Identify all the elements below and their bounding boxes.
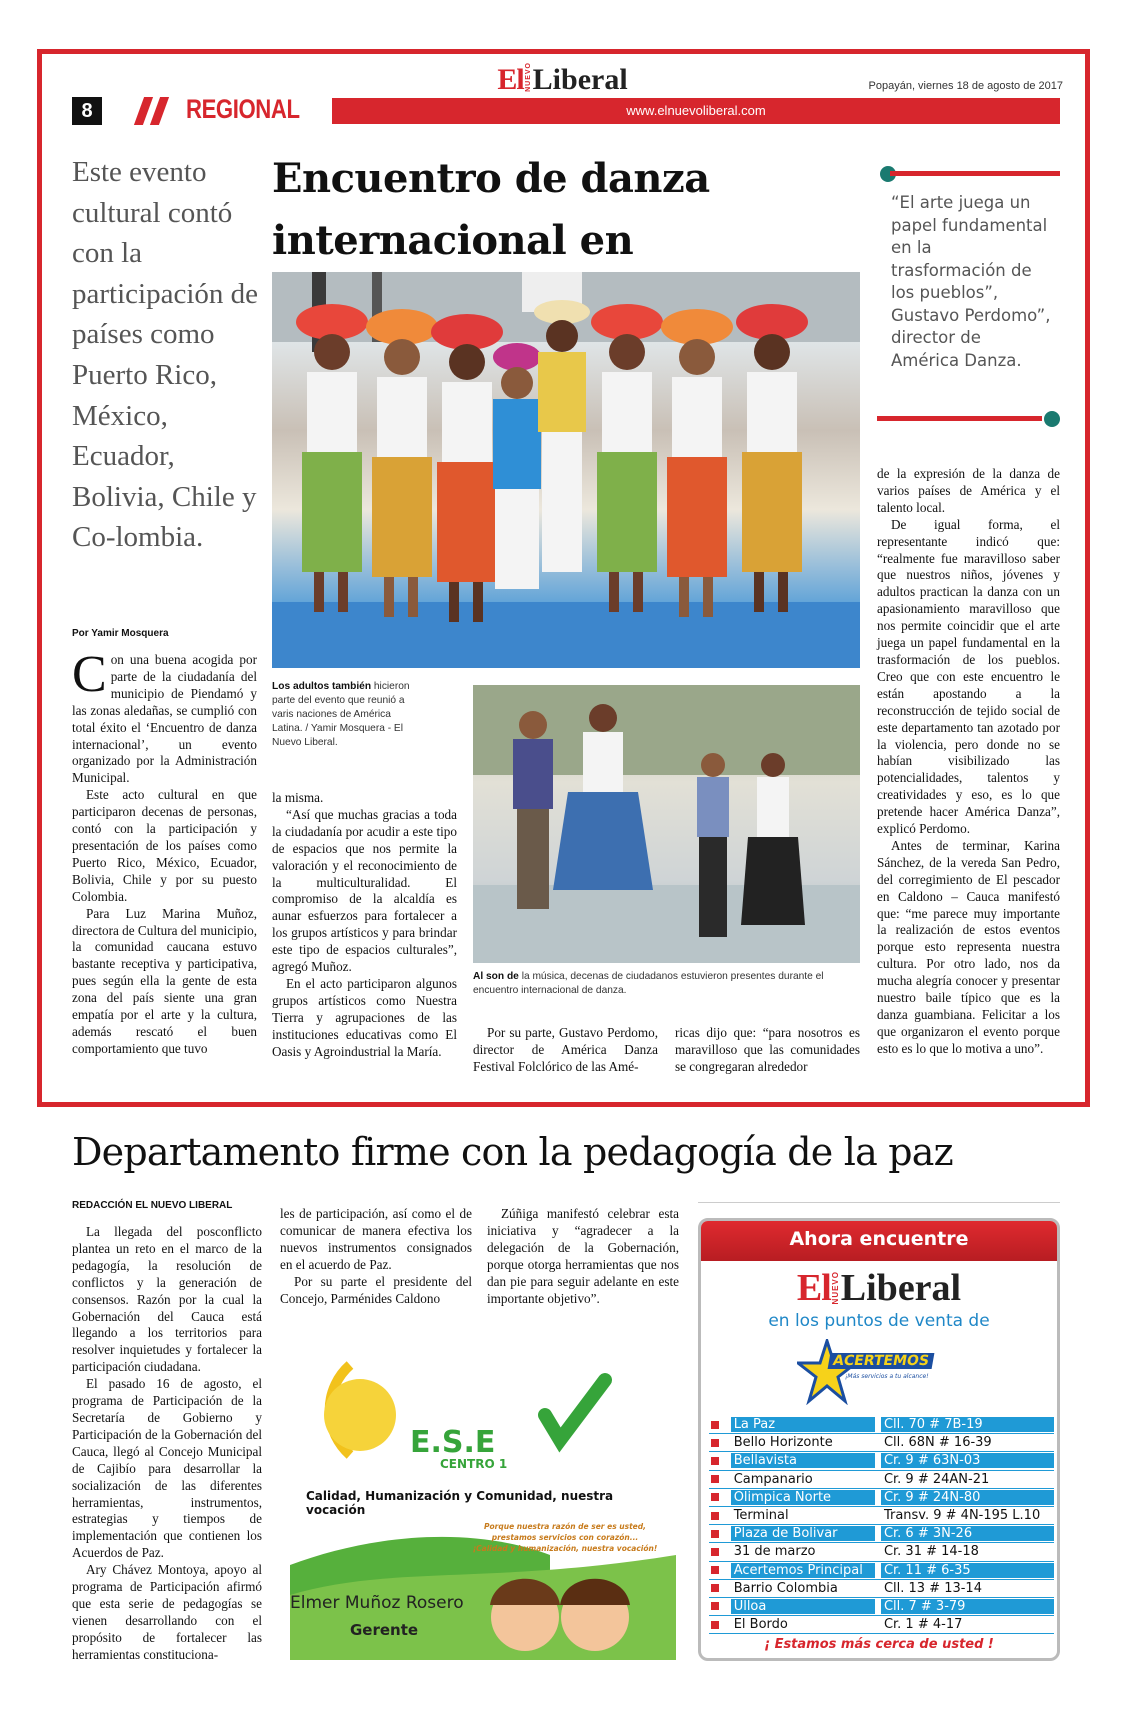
paragraph: Este acto cultural en que participaron decenas de personas, contó con la participación y presentación de los países como Puerto Rico, México, Ecuador, Bolivia, Chile y por su puesto Colombia. — [72, 787, 257, 904]
store-name: Ulloa — [731, 1599, 875, 1614]
paragraph: Por su parte, Gustavo Perdomo, director de América Danza Festival Folclórico de las Amé- — [473, 1025, 658, 1074]
newspaper-logo — [497, 62, 627, 95]
byline: Por Yamir Mosquera — [72, 628, 169, 639]
store-name: Campanario — [733, 1471, 813, 1487]
bullet-icon — [711, 1566, 719, 1574]
store-row — [709, 1598, 1054, 1616]
dateline: Popayán, viernes 18 de agosto de 2017 — [868, 80, 1063, 92]
paragraph: Zúñiga manifestó celebrar esta iniciativa y “agradecer a la delegación de la Gobernación, porque otorga herramientas que nos dan pie para seguir adelante en este importante objetivo”. — [487, 1206, 679, 1306]
store-address: Cr. 6 # 3N-26 — [881, 1526, 1054, 1541]
store-row — [709, 1434, 1054, 1452]
store-row — [709, 1452, 1054, 1470]
paragraph: on una buena acogida por parte de la ciudadanía del municipio de Piendamó y las zonas aledañas, se cumplió con total éxito el ‘Encuentro de danza internacional’, un evento organizado por la Administración Municipal. — [72, 652, 257, 786]
caption-lead: Al son de — [473, 971, 519, 982]
bullet-icon — [711, 1475, 719, 1483]
paragraph: Antes de terminar, Karina Sánchez, de la vereda San Pedro, del corregimiento de El pescador en Caldono – Cauca manifestó que: “me parece muy importante la realización de estos eventos porque esto representa nuestra cultura. Por otro lado, nos da mucha alegría conocer y presentar nuestro baile típico que es la danza guambiana. Felicitar a los que organizaron el evento porque esto es lo que lo motiva a uno”. — [877, 837, 1060, 1056]
store-name: Bellavista — [731, 1453, 875, 1468]
store-address: Cr. 9 # 24AN-21 — [883, 1471, 990, 1487]
ad-footer: ¡ Estamos más cerca de usted ! — [764, 1637, 994, 1652]
article2-byline: REDACCIÓN EL NUEVO LIBERAL — [72, 1200, 233, 1211]
article2-headline: Departamento firme con la pedagogía de la paz — [72, 1130, 953, 1174]
star-icon — [797, 1339, 857, 1405]
store-address: Transv. 9 # 4N-195 L.10 — [883, 1508, 1041, 1524]
points-of-sale-advertisement[interactable] — [698, 1218, 1060, 1661]
article2-column-2 — [280, 1206, 472, 1307]
bullet-icon — [711, 1621, 719, 1629]
bullet-icon — [711, 1439, 719, 1447]
paragraph: De igual forma, el representante indicó que: “realmente fue maravilloso saber que nuestros niños, jóvenes y adultos practican la danza con un apasionamiento maravilloso que nos permite coincidir que el arte juega un papel fundamental en la trasformación de los pueblos. Creo que con este encuentro le están apostando a la reconstrucción de tejido social de este departamento tan azotado por la violencia, pero donde no se habían visibilizado las potencialidades, talentos y creatividades y eso, es lo que pretende hacer América Danza”, explicó Perdomo. — [877, 516, 1060, 837]
paragraph: les de participación, así como el de comunicar de manera efectiva los nuevos instrumentos consignados en el acuerdo de Paz. — [280, 1206, 472, 1272]
ese-slogan: Calidad, Humanización y Comunidad, nuestra vocación — [306, 1489, 614, 1517]
store-address: Cll. 7 # 3-79 — [881, 1599, 1054, 1614]
acertemos-brand: ACERTEMOS — [828, 1353, 935, 1369]
ad-newspaper-logo — [797, 1269, 961, 1307]
paragraph: ricas dijo que: “para nosotros es maravilloso que las comunidades se congregaran alrededor — [675, 1025, 860, 1074]
section-title: REGIONAL — [186, 94, 300, 124]
store-row — [709, 1489, 1054, 1507]
paragraph: El pasado 16 de agosto, el programa de Participación de la Secretaría de Gobierno y Participación de la Gobernación del Cauca, llegó al Concejo Municipal de Cajibío para desarrollar la socialización de las diferentes herramientas, instrumentos, estrategias y tiempos de implementación que contienen los Acuerdos de Paz. — [72, 1376, 262, 1561]
paragraph: de la expresión de la danza de varios países de América y el talento local. — [877, 466, 1060, 515]
store-address: Cr. 11 # 6-35 — [881, 1563, 1054, 1578]
pullquote-left: Este evento cultural contó con la participación de países como Puerto Rico, México, Ecuador, Bolivia, Chile y Co-lombia. — [72, 156, 258, 554]
article-column-4 — [675, 1025, 860, 1076]
caption-lead: Los adultos también — [272, 681, 372, 692]
website-bar — [332, 98, 1060, 124]
store-name: Acertemos Principal — [731, 1563, 875, 1578]
website-url[interactable]: www.elnuevoliberal.com — [626, 103, 766, 118]
store-name: Plaza de Bolivar — [731, 1526, 875, 1541]
paragraph: Por su parte el presidente del Concejo, Parménides Caldono — [280, 1273, 472, 1306]
bullet-icon — [711, 1457, 719, 1465]
article2-column-1 — [72, 1224, 262, 1664]
quote-dot-icon — [1044, 411, 1060, 427]
store-row — [709, 1580, 1054, 1598]
article-column-2 — [272, 790, 457, 1061]
acertemos-tag: ¡Más servicios a tu alcance! — [845, 1373, 929, 1380]
bullet-icon — [711, 1584, 719, 1592]
article-column-3 — [473, 1025, 658, 1076]
caption-text: la música, decenas de ciudadanos estuvieron presentes durante el encuentro internacional de danza. — [473, 971, 824, 996]
bullet-icon — [711, 1530, 719, 1538]
paragraph: En el acto participaron algunos grupos artísticos como Nuestra Tierra y agrupaciones de las instituciones educativas como El Oasis y Agroindustrial la María. — [272, 975, 457, 1059]
store-name: El Bordo — [733, 1617, 788, 1633]
store-row — [709, 1525, 1054, 1543]
couples-dancing-photo — [473, 685, 860, 963]
store-name: 31 de marzo — [733, 1544, 816, 1560]
article-column-1 — [72, 646, 257, 1058]
store-address: Cll. 70 # 7B-19 — [881, 1417, 1054, 1432]
article2-column-3 — [487, 1206, 679, 1307]
store-name: Olimpica Norte — [731, 1490, 875, 1505]
ese-tagline-line: prestamos servicios con corazón... — [491, 1533, 639, 1542]
store-address: Cr. 9 # 24N-80 — [881, 1490, 1054, 1505]
couples-illustration — [473, 685, 860, 963]
ese-brand: E.S.E — [410, 1425, 496, 1460]
bullet-icon — [711, 1548, 719, 1556]
logo-el: El — [497, 62, 524, 96]
quote-rule — [877, 416, 1042, 421]
paragraph: “Así que muchas gracias a toda la ciudadanía por acudir a este tipo de espacios que nos permite la valoración y el reconocimiento de la multiculturalidad. El compromiso de la alcaldía es aunar esfuerzos para fortalecer a los grupos artísticos y para brindar este tipo de espacios culturales”, agregó Muñoz. — [272, 806, 457, 975]
logo-nuevo: NUEVO — [830, 1270, 840, 1304]
store-address: Cll. 68N # 16-39 — [883, 1435, 992, 1451]
store-row — [709, 1562, 1054, 1580]
bullet-icon — [711, 1602, 719, 1610]
quote-rule — [890, 171, 1060, 176]
store-address: Cr. 1 # 4-17 — [883, 1617, 963, 1633]
article-column-5 — [877, 466, 1060, 1058]
store-address: Cr. 9 # 63N-03 — [881, 1453, 1054, 1468]
ad-subtitle: en los puntos de venta de — [768, 1311, 990, 1331]
headline-line: internacional en — [272, 217, 634, 264]
paragraph: Para Luz Marina Muñoz, directora de Cultura del municipio, la comunidad caucana estuvo bastante receptiva y participativa, pues según ella la gente de esta zona del país siente una gran empatía por el arte y la cultura, además rescató el buen comportamiento que tuvo — [72, 905, 257, 1056]
page-number: 8 — [72, 97, 102, 125]
store-row — [709, 1416, 1054, 1434]
store-name: Bello Horizonte — [733, 1435, 833, 1451]
paragraph: Ary Chávez Montoya, apoyo al programa de Participación afirmó que esta serie de pedagogías se vienen desarrollando con el propósito de fortalecer las herramientas constituciona- — [72, 1562, 262, 1662]
store-name: Terminal — [733, 1508, 789, 1524]
ad-logo-wrap — [701, 1269, 1057, 1307]
photo-caption-2 — [473, 970, 860, 998]
store-row — [709, 1616, 1054, 1634]
pullquote-right: “El arte juega un papel fundamental en la trasformación de los pueblos”, Gustavo Perdomo”, director de América Danza. — [891, 193, 1051, 370]
logo-nuevo: NUEVO — [524, 62, 532, 92]
headline-line: Encuentro de danza — [272, 155, 710, 202]
ese-manager-title: Gerente — [350, 1621, 419, 1639]
store-list — [709, 1416, 1054, 1634]
dancers-illustration — [272, 272, 860, 668]
bullet-icon — [711, 1493, 719, 1501]
store-address: Cll. 13 # 13-14 — [883, 1580, 982, 1596]
store-row — [709, 1507, 1054, 1525]
store-row — [709, 1471, 1054, 1489]
ese-tagline-line: ¡Calidad y humanización, nuestra vocación! — [472, 1544, 658, 1553]
ese-manager-name: Elmer Muñoz Rosero — [290, 1593, 464, 1613]
store-row — [709, 1543, 1054, 1561]
logo-liberal: Liberal — [532, 62, 628, 96]
divider — [698, 1202, 1060, 1203]
logo-el: El — [796, 1267, 831, 1309]
ese-tagline — [470, 1521, 660, 1554]
store-name: Barrio Colombia — [733, 1580, 838, 1596]
store-name: La Paz — [731, 1417, 875, 1432]
ese-brand-sub: CENTRO 1 — [440, 1457, 508, 1471]
photo-caption-1 — [272, 680, 422, 750]
ad-header: Ahora encuentre — [701, 1221, 1057, 1261]
bullet-icon — [711, 1512, 719, 1520]
ese-advertisement[interactable] — [290, 1355, 676, 1660]
ese-tagline-line: Porque nuestra razón de ser es usted, — [484, 1522, 646, 1531]
caption-text: hicieron parte del evento que reunió a varis naciones de América Latina. / Yamir Mosquera - El Nuevo Liberal. — [272, 681, 410, 748]
dancers-photo — [272, 272, 860, 668]
paragraph: La llegada del posconflicto plantea un reto en el marco de la pedagogía, la resolución de conflictos y la generación de consensos. Razón por la cual la Gobernación del Cauca está llegando a los territorios para resolver inquietudes y fortalecer la participación ciudadana. — [72, 1224, 262, 1375]
dropcap: C — [72, 646, 107, 703]
store-address: Cr. 31 # 14-18 — [883, 1544, 979, 1560]
bullet-icon — [711, 1421, 719, 1429]
acertemos-logo — [797, 1339, 967, 1405]
paragraph: la misma. — [272, 790, 324, 805]
logo-liberal: Liberal — [840, 1267, 962, 1309]
